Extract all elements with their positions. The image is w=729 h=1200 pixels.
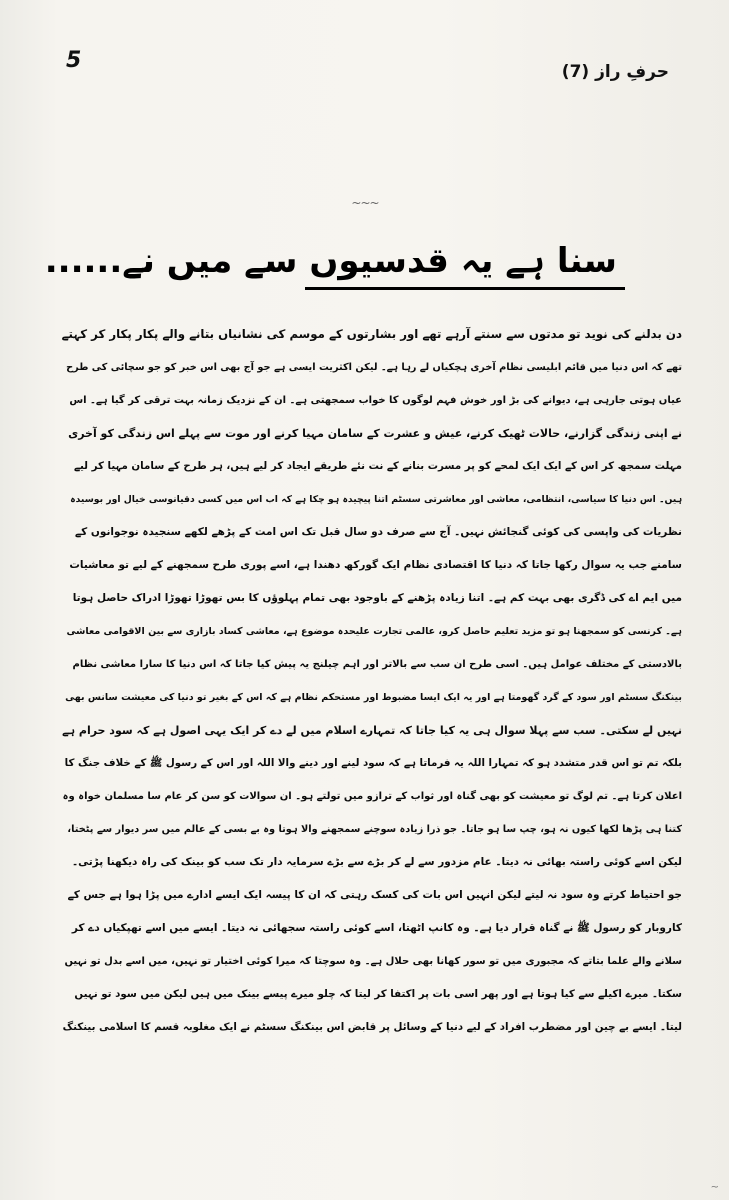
article-title: سنا ہے یہ قدسیوں سے میں نے...... <box>44 241 617 281</box>
body-line: جو احتیاط کرتے وہ سود نہ لیتے لیکن انہیں اس بات کی کسک رہتی کہ ان کا پیسہ ایک ایسے ادارے میں پڑا ہوا ہے جس کے <box>67 889 682 901</box>
body-line: لیتا۔ ایسے بے چین اور مضطرب افراد کے لیے دنیا کے وسائل پر قابض اس بینکنگ سسٹم نے ایک مغلوبہ قسم کا اسلامی بینکنگ <box>62 1021 682 1033</box>
body-line: مہلت سمجھ کر اس کے ایک ایک لمحے کو پر مسرت بنانے کے نت نئے طریقے ایجاد کر لیے ہیں، ہر طرح کے سامان مہیا کر لیے <box>73 460 682 472</box>
decorative-ornament: ~~~ <box>351 196 379 210</box>
body-line: تھے کہ اس دنیا میں قائم ابلیسی نظام آخری ہچکیاں لے رہا ہے۔ لیکن اکثریت ایسی ہے جو آج بھی اس خبر کو جو سچائی کی طرح <box>66 362 682 373</box>
body-line: ہیں۔ اس دنیا کا سیاسی، انتظامی، معاشی اور معاشرتی سسٹم اتنا پیچیدہ ہو چکا ہے کہ اب اس میں کسی دقیانوسی خیال اور بوسیدہ <box>70 494 682 505</box>
body-line: نہیں لے سکتی۔ سب سے پہلا سوال ہی یہ کیا جاتا کہ تمہارے اسلام میں لے دے کر ایک یہی اصول ہے کہ سود حرام ہے <box>62 724 682 737</box>
body-line: اعلان کرتا ہے۔ تم لوگ تو معیشت کو بھی گناہ اور ثواب کے ترازو میں تولتے ہو۔ ان سوالات کو سن کر عام سا مسلمان خواہ وہ <box>62 791 682 802</box>
running-head: حرفِ راز (7) <box>561 62 669 82</box>
body-line: نے اپنی زندگی گزارنے، حالات ٹھیک کرنے، عیش و عشرت کے سامان مہیا کرنے اور موت سے پہلے اس زندگی کو آخری <box>68 427 682 440</box>
body-line: عیاں ہوتی جارہی ہے، دیوانے کی بڑ اور خوش فہم لوگوں کا خواب سمجھتی ہے۔ ان کے نزدیک زمانہ بہت ترقی کر گیا ہے۔ اس <box>69 395 682 406</box>
corner-mark: ~ <box>710 1182 719 1193</box>
body-line: لیکن اسے کوئی راستہ بھائی نہ دیتا۔ عام مزدور سے لے کر بڑے سے بڑے سرمایہ دار تک سب کو بینک کی راہ دیکھنا پڑتی۔ <box>71 856 682 868</box>
body-line: سلانے والے علما بتاتے کہ مجبوری میں تو سور کھانا بھی حلال ہے۔ وہ سوچتا کہ میرا کوئی اختیار تو نہیں، میں اسے بدل تو نہیں <box>64 956 682 967</box>
body-line: بالادستی کے مختلف عوامل ہیں۔ اسی طرح ان سب سے بالاتر اور اہم چیلنج یہ پیش کیا جاتا کہ اس دنیا کا سارا معاشی نظام <box>72 659 682 670</box>
body-line: دن بدلنے کی نوید تو مدتوں سے سنتے آرہے تھے اور بشارتوں کے موسم کی نشانیاں بتانے والے پکار پکار کر کہتے <box>62 327 682 341</box>
page-number: 5 <box>66 48 82 73</box>
body-line: بلکہ تم تو اس قدر متشدد ہو کہ تمہارا اللہ یہ فرماتا ہے کہ سود لینے اور دینے والا اللہ اور اس کے رسول ﷺ کے خلاف جنگ کا <box>64 757 682 769</box>
body-line: کاروبار کو رسول ﷺ نے گناہ قرار دیا ہے۔ وہ کانپ اٹھتا، اسے کوئی راستہ سجھائی نہ دیتا۔ ایسے میں اسے تھپکیاں دے کر <box>71 922 682 934</box>
body-line: سامنے جب یہ سوال رکھا جاتا کہ دنیا کا اقتصادی نظام ایک گورکھ دھندا ہے، اسے پوری طرح سمجھنے کے لیے تو معاشیات <box>69 559 682 571</box>
title-underline <box>305 287 625 290</box>
article-body <box>62 318 682 1044</box>
body-line: نظریات کی واپسی کی کوئی گنجائش نہیں۔ آج سے صرف دو سال قبل تک اس امت کے پڑھے لکھے سنجیدہ نوجوانوں کے <box>74 526 682 538</box>
body-line: سکتا۔ میرے اکیلے سے کیا ہوتا ہے اور پھر اسی بات پر اکتفا کر لیتا کہ چلو میرے پیسے بینک میں ہیں لیکن میں سود تو نہیں <box>74 988 682 1000</box>
body-line: کتنا ہی پڑھا لکھا کیوں نہ ہو، چپ سا ہو جاتا۔ جو ذرا زیادہ سوچنے سمجھنے والا ہوتا وہ بے بسی کے عالم میں سر دیوار سے پٹختا، <box>67 824 682 835</box>
body-line: بینکنگ سسٹم اور سود کے گرد گھومتا ہے اور یہ ایک ایسا مضبوط اور مستحکم نظام ہے کہ اس کے بغیر تو دنیا کی معیشت سانس بھی <box>65 692 682 703</box>
body-line: میں ایم اے کی ڈگری بھی بہت کم ہے۔ اتنا زیادہ پڑھنے کے باوجود بھی تمام پہلوؤں کا بس تھوڑا تھوڑا ادراک حاصل ہوتا <box>72 592 682 604</box>
body-line: ہے۔ کرنسی کو سمجھنا ہو تو مزید تعلیم حاصل کرو، عالمی تجارت علیحدہ موضوع ہے، معاشی کساد بازاری سے بین الاقوامی معاشی <box>66 626 682 637</box>
